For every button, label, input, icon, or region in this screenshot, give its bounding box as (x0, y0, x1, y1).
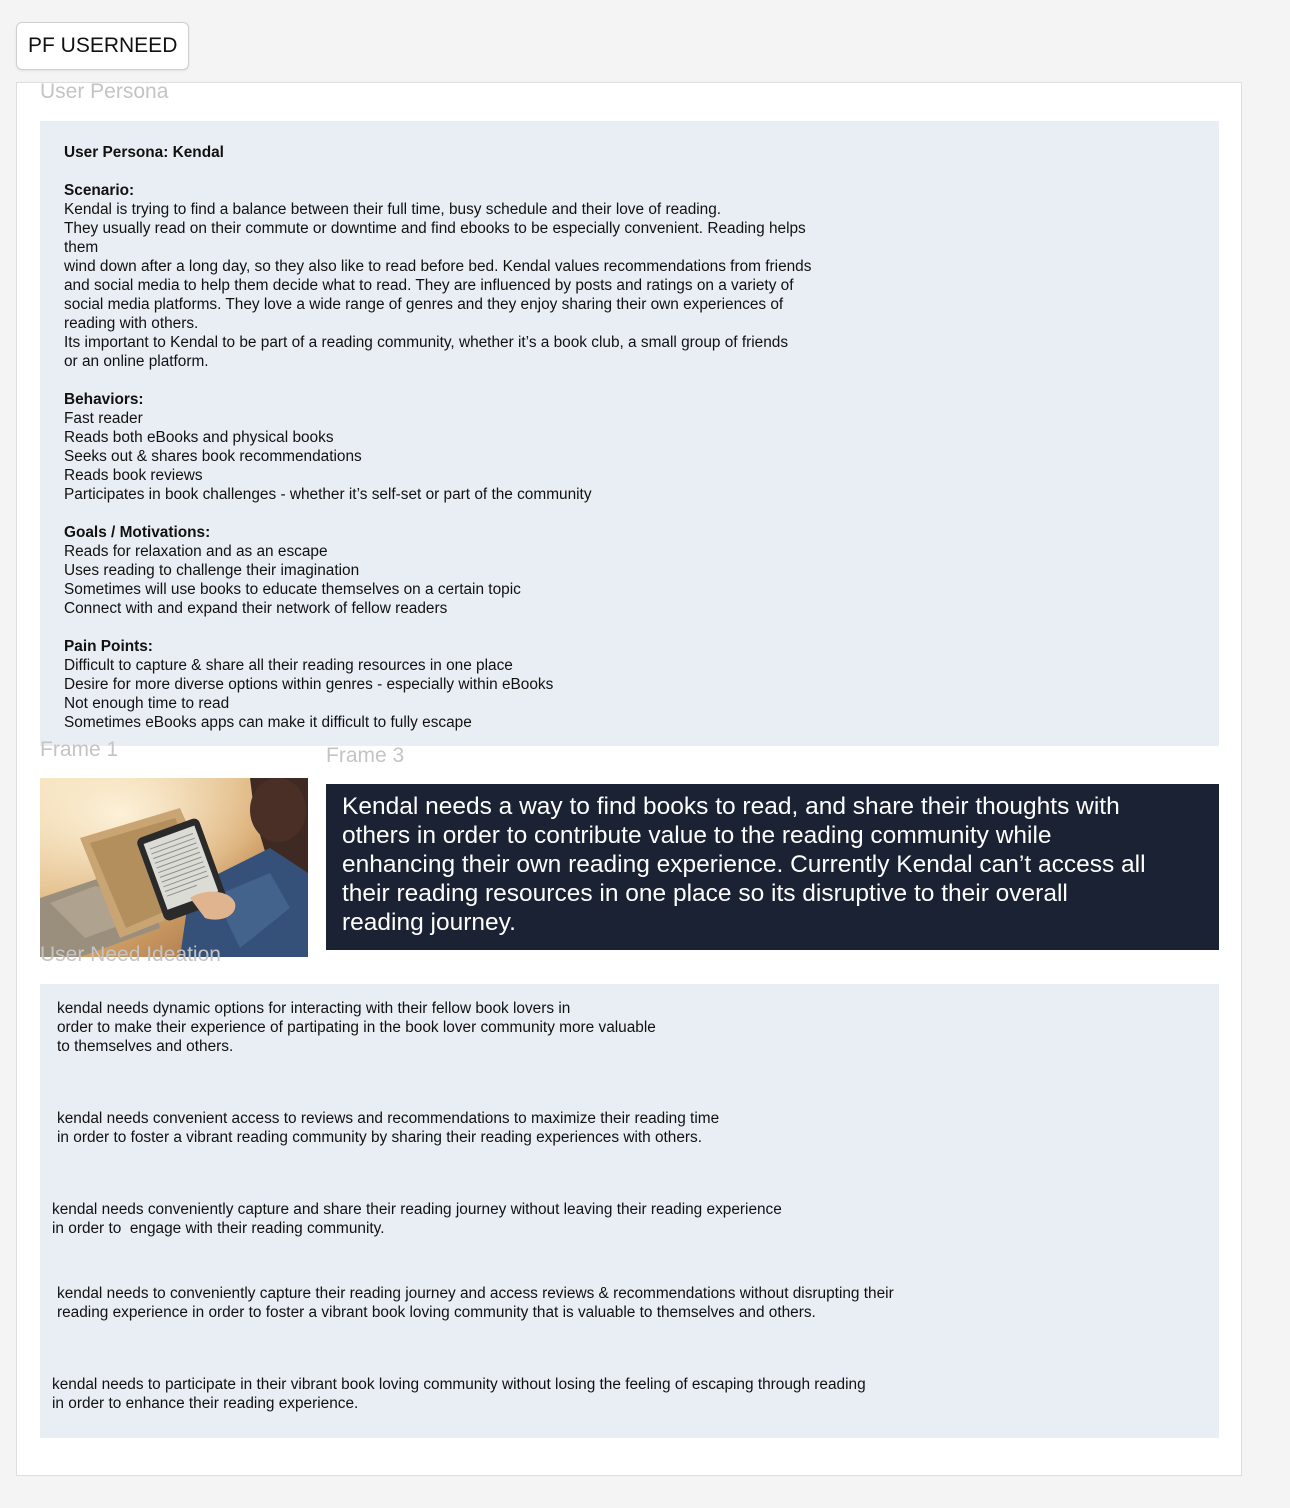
scenario-line: social media platforms. They love a wide range of genres and they enjoy sharing their own experiences of (64, 296, 784, 313)
goals-heading: Goals / Motivations: (64, 524, 211, 541)
idea-line: kendal needs to participate in their vibrant book loving community without losing the feeling of escaping through reading (52, 1376, 866, 1393)
idea-item (57, 999, 656, 1056)
idea-item (52, 1200, 782, 1238)
idea-item (52, 1375, 866, 1413)
need-line: their reading resources in one place so its disruptive to their overall (342, 880, 1068, 907)
need-line: others in order to contribute value to the reading community while (342, 822, 1052, 849)
pain-point-item: Desire for more diverse options within genres - especially within eBooks (64, 676, 554, 693)
behaviors-heading: Behaviors: (64, 391, 144, 408)
persona-title: User Persona: Kendal (64, 144, 224, 161)
scenario-line: They usually read on their commute or downtime and find ebooks to be especially convenient. Reading helps (64, 220, 806, 237)
behavior-item: Reads book reviews (64, 467, 203, 484)
behavior-item: Reads both eBooks and physical books (64, 429, 334, 446)
scenario-line: Kendal is trying to find a balance between their full time, busy schedule and their love of reading. (64, 201, 722, 218)
pain-point-item: Sometimes eBooks apps can make it difficult to fully escape (64, 714, 472, 731)
scenario-heading: Scenario: (64, 182, 135, 199)
idea-item (57, 1284, 894, 1322)
goal-item: Connect with and expand their network of fellow readers (64, 600, 448, 617)
page-tab-button[interactable]: PF USERNEED (16, 22, 189, 70)
goal-item: Sometimes will use books to educate themselves on a certain topic (64, 581, 521, 598)
idea-item (57, 1109, 719, 1147)
pain-point-item: Not enough time to read (64, 695, 230, 712)
scenario-line: Its important to Kendal to be part of a reading community, whether it’s a book club, a small group of friends (64, 334, 789, 351)
idea-line: to themselves and others. (57, 1038, 234, 1055)
scenario-line: reading with others. (64, 315, 199, 332)
user-need-ideation-card[interactable] (40, 984, 1219, 1438)
idea-line: in order to engage with their reading community. (52, 1220, 385, 1237)
scenario-line: them (64, 239, 99, 256)
behavior-item: Seeks out & shares book recommendations (64, 448, 362, 465)
goal-item: Uses reading to challenge their imagination (64, 562, 360, 579)
frame1-label[interactable]: Frame 1 (40, 738, 119, 761)
persona-card[interactable] (40, 121, 1219, 746)
need-line: reading journey. (342, 909, 516, 936)
idea-line: reading experience in order to foster a vibrant book loving community that is valuable to themselves and others. (57, 1304, 816, 1321)
ereader-photo[interactable] (40, 778, 308, 957)
idea-line: kendal needs convenient access to reviews and recommendations to maximize their reading time (57, 1110, 720, 1127)
goal-item: Reads for relaxation and as an escape (64, 543, 328, 560)
scenario-line: or an online platform. (64, 353, 209, 370)
scenario-line: and social media to help them decide what to read. They are influenced by posts and ratings on a variety of (64, 277, 794, 294)
idea-line: kendal needs to conveniently capture their reading journey and access reviews & recommendations without disrupting their (57, 1285, 894, 1302)
behavior-item: Fast reader (64, 410, 143, 427)
idea-line: in order to enhance their reading experience. (52, 1395, 359, 1412)
need-line: enhancing their own reading experience. Currently Kendal can’t access all (342, 851, 1146, 878)
ereader-photo-illustration (40, 778, 308, 957)
user-need-statement-card[interactable] (326, 784, 1219, 950)
ideation-frame-label[interactable]: User Need Ideation (40, 943, 221, 966)
design-board (16, 82, 1242, 1476)
pain-points-heading: Pain Points: (64, 638, 153, 655)
frame3-label[interactable]: Frame 3 (326, 744, 405, 767)
idea-line: in order to foster a vibrant reading community by sharing their reading experiences with others. (57, 1129, 703, 1146)
persona-frame-label[interactable]: User Persona (40, 80, 169, 103)
behavior-item: Participates in book challenges - whether it’s self-set or part of the community (64, 486, 592, 503)
pain-point-item: Difficult to capture & share all their reading resources in one place (64, 657, 513, 674)
need-line: Kendal needs a way to find books to read, and share their thoughts with (342, 793, 1120, 820)
idea-line: kendal needs conveniently capture and share their reading journey without leaving their reading experience (52, 1201, 782, 1218)
scenario-line: wind down after a long day, so they also like to read before bed. Kendal values recommendations from friends (64, 258, 812, 275)
idea-line: order to make their experience of partipating in the book lover community more valuable (57, 1019, 656, 1036)
user-need-statement (342, 792, 1192, 937)
idea-line: kendal needs dynamic options for interacting with their fellow book lovers in (57, 1000, 571, 1017)
